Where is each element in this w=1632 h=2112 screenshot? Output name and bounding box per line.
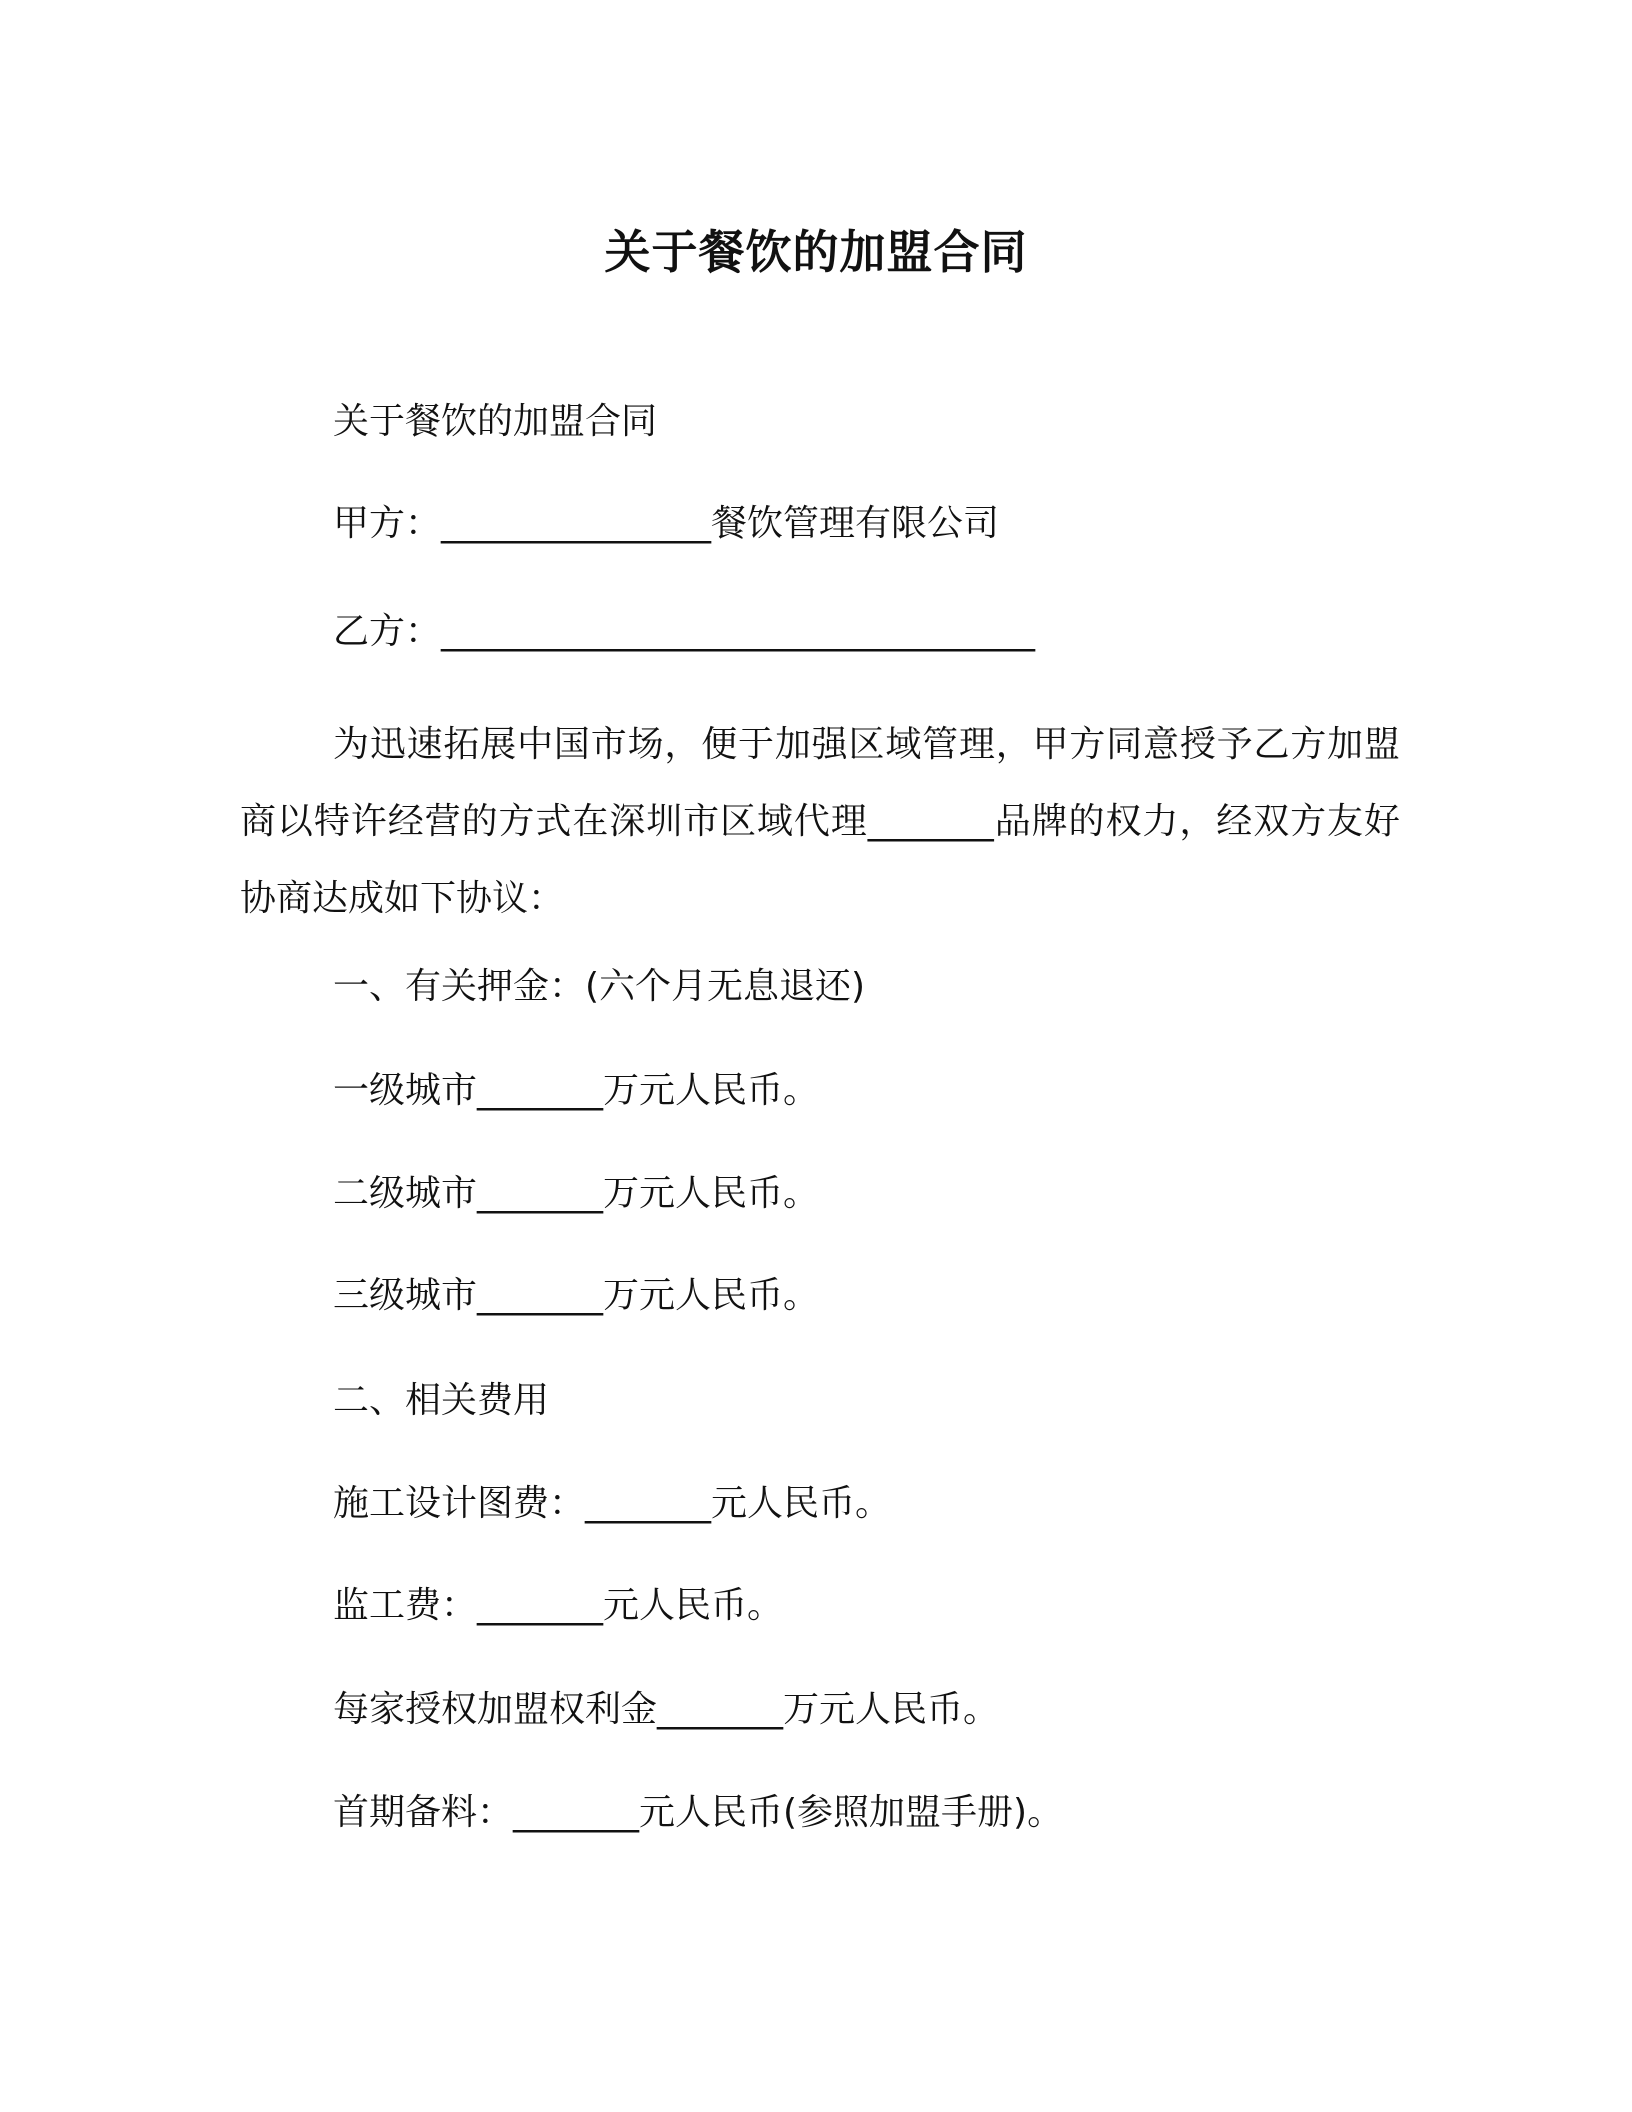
section-2-heading: 二、相关费用 bbox=[333, 1380, 550, 1421]
party-a-line: 甲方：_______________餐饮管理有限公司 bbox=[333, 503, 1000, 544]
party-b-line: 乙方：_________________________________ bbox=[333, 611, 1036, 652]
deposit-tier-1: 一级城市_______万元人民币。 bbox=[333, 1070, 820, 1111]
subtitle: 关于餐饮的加盟合同 bbox=[333, 401, 658, 442]
fee-supervision: 监工费：_______元人民币。 bbox=[333, 1585, 784, 1626]
intro-paragraph: 为迅速拓展中国市场，便于加强区域管理，甲方同意授予乙方加盟商以特许经营的方式在深圳市区域代理_______品牌的权力，经双方友好协商达成如下协议： bbox=[240, 724, 1400, 919]
deposit-tier-2: 二级城市_______万元人民币。 bbox=[333, 1173, 820, 1214]
fee-royalty: 每家授权加盟权利金_______万元人民币。 bbox=[333, 1689, 1000, 1730]
deposit-tier-3: 三级城市_______万元人民币。 bbox=[333, 1275, 820, 1316]
section-1-heading: 一、有关押金：(六个月无息退还) bbox=[333, 966, 866, 1007]
fee-initial-stock: 首期备料：_______元人民币(参照加盟手册)。 bbox=[333, 1792, 1064, 1833]
document-title: 关于餐饮的加盟合同 bbox=[604, 225, 1028, 279]
fee-design-drawing: 施工设计图费：_______元人民币。 bbox=[333, 1483, 892, 1524]
